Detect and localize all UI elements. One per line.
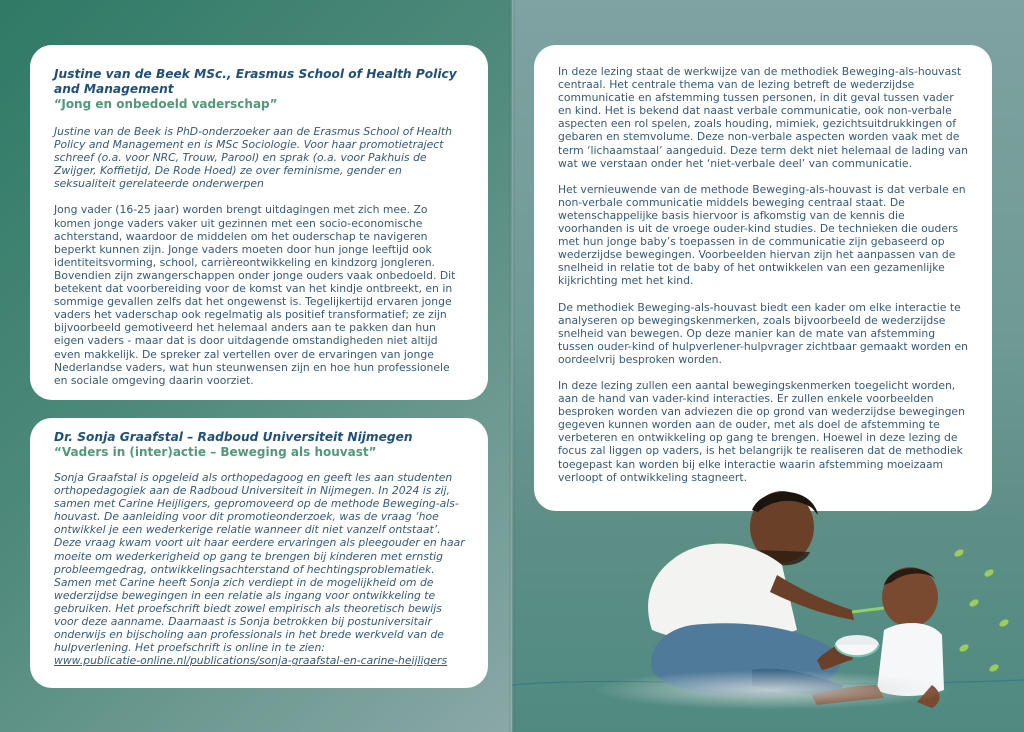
lecture-paragraph-1: In deze lezing staat de werkwijze van de methodiek Beweging-als-houvast centraal. Het centrale thema van de lezing betreft de wederzijdse communicatie en afstemming tussen personen, in dit geval tussen vader en kind. Het is bekend dat naast verbale communicatie, ook non-verbale aspecten een rol spelen, zoals houding, mimiek, gezichtsuitdrukkingen of gebaren en stemvolume. Deze non-verbale aspecten worden vaak met de term ‘lichaamstaal’ aangeduid. Deze term dekt niet helemaal de lading van wat we verstaan onder het ‘niet-verbale deel’ van communicatie. bbox=[558, 65, 968, 170]
speaker-bio bbox=[54, 471, 466, 667]
leaf-icon bbox=[988, 663, 1000, 673]
speaker-bio: Justine van de Beek is PhD-onderzoeker aan de Erasmus School of Health Policy and Management en is MSc Sociologie. Voor haar promotietraject schreef (o.a. voor NRC, Trouw, Parool) en sprak (o.a. voor Pakhuis de Zwijger, Koffietijd, De Rode Hoed) ze over feminisme, gender en seksualiteit gerelateerde onderwerpen bbox=[54, 125, 452, 191]
father-feeding-baby-photo bbox=[512, 480, 1024, 732]
leaf-icon bbox=[968, 598, 980, 608]
floor-shadow bbox=[592, 670, 952, 710]
dissertation-link[interactable]: www.publicatie-online.nl/publications/sonja-graafstal-en-carine-heijligers bbox=[54, 654, 448, 668]
talk-title: “Vaders in (inter)actie – Beweging als houvast” bbox=[54, 445, 377, 459]
speaker-card-graafstal bbox=[30, 418, 488, 688]
leaf-icon bbox=[998, 618, 1010, 628]
speaker-name: Justine van de Beek MSc., Erasmus School of Health Policy and Management bbox=[54, 67, 457, 96]
lecture-description-card bbox=[534, 45, 992, 511]
leaf-icon bbox=[983, 568, 995, 578]
decorative-leaves bbox=[944, 540, 1024, 690]
lecture-paragraph-3: De methodiek Beweging-als-houvast biedt een kader om elke interactie te analyseren op bewegingskenmerken, zoals bijvoorbeeld de wederzijdse snelheid van bewegen. Op deze manier kan de mate van afstemming tussen ouder-kind of hulpverlener-hulpvrager zichtbaar gemaakt worden en oordeelvrij besproken worden. bbox=[558, 300, 968, 366]
leaf-icon bbox=[953, 548, 965, 558]
speaker-bio-text: Sonja Graafstal is opgeleid als orthopedagoog en geeft les aan studenten orthopedagogiek aan de Radboud Universiteit in Nijmegen. In 2024 is zij, samen met Carine Heijligers, gepromoveerd op de methode Beweging-als-houvast. De aanleiding voor dit promotieonderzoek, was de vraag ‘hoe ontwikkel je een wederkerige relatie wanneer dit niet vanzelf ontstaat’. Deze vraag kwam voort uit haar eerdere ervaringen als pleegouder en haar moeite om wederkerigheid op gang te brengen bij kinderen met ernstig probleemgedrag, ontwikkelingsachterstand of hechtingsproblematiek. Samen met Carine heeft Sonja zich verdiept in de mogelijkheid om de wederzijdse bewegingen in een relatie als ingang voor ontwikkeling te gebruiken. Het proefschrift biedt zowel empirisch als theoretisch bewijs voor deze aanname. Daarnaast is Sonja betrokken bij postuniversitair onderwijs en bijscholing aan professionals in het brede werkveld van de hulpverlening. Het proefschrift is online in te zien: bbox=[54, 471, 465, 655]
lecture-paragraph-4: In deze lezing zullen een aantal bewegingskenmerken toegelicht worden, aan de hand van vader-kind interacties. Er zullen enkele voorbeelden besproken worden van adviezen die op grond van wederzijdse bewegingen gegeven kunnen worden aan de ouder, met als doel de afstemming te verbeteren en ontwikkeling op gang te brengen. Hoewel in deze lezing de focus zal liggen op vaders, is het belangrijk te realiseren dat de methodiek toegepast kan worden bij elke interactie waarin afstemming moeizaam verloopt of ontwikkeling stagneert. bbox=[558, 378, 965, 484]
speaker-name: Dr. Sonja Graafstal – Radboud Universiteit Nijmegen bbox=[54, 430, 413, 444]
talk-title: “Jong en onbedoeld vaderschap” bbox=[54, 97, 278, 111]
lecture-paragraph-2: Het vernieuwende van de methode Beweging-als-houvast is dat verbale en non-verbale communicatie middels beweging centraal staat. De wetenschappelijke basis hiervoor is afkomstig van de kennis die voorhanden is uit de vroege ouder-kind studies. De technieken die ouders met hun jonge baby’s toepassen in de communicatie zijn gebaseerd op wederzijdse bewegingen. Voorbeelden hiervan zijn het aanpassen van de snelheid in relatie tot de baby of het ontwikkelen van een gezamenlijke kijkrichting met het kind. bbox=[558, 182, 966, 288]
leaf-icon bbox=[958, 643, 970, 653]
speaker-card-van-de-beek bbox=[30, 45, 488, 400]
talk-description: Jong vader (16-25 jaar) worden brengt uitdagingen met zich mee. Zo komen jonge vaders vaker uit gezinnen met een socio-economische achterstand, waardoor de middelen om het ouderschap te navigeren beperkt kunnen zijn. Jonge vaders moeten door hun jonge leeftijd ook identiteitsvorming, school, carrièreontwikkeling en kindzorg jongleren. Bovendien zijn zwangerschappen onder jonge ouders vaak onbedoeld. Dit betekent dat voorbereiding voor de komst van het kindje ontbreekt, en in sommige gevallen zelfs dat het ongewenst is. Tegelijkertijd ervaren jonge vaders het vaderschap ook regelmatig als positief transformatief; ze zijn bijvoorbeeld gemotiveerd het helemaal anders aan te pakken dan hun eigen vaders - maar dat is door uitdagende omstandigheden niet altijd even makkelijk. De spreker zal vertellen over de ervaringen van jonge Nederlandse vaders, wat hun steunwensen zijn en hoe hun professionele en sociale omgeving daarin voorziet. bbox=[54, 203, 456, 387]
